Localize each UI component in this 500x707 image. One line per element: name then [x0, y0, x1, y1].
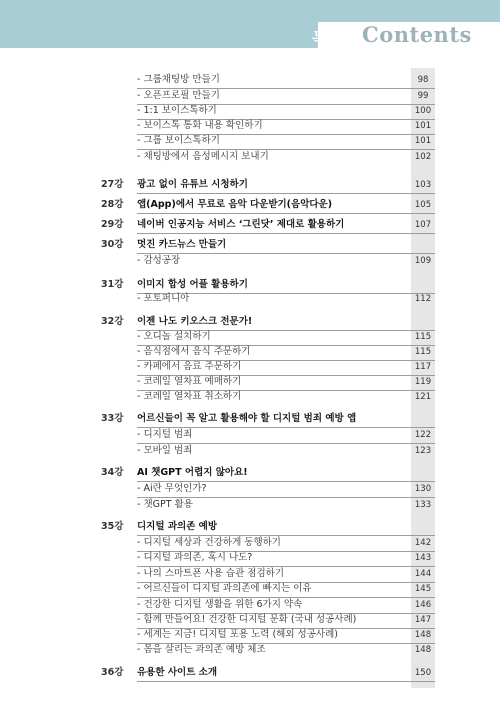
page-number: 119 — [414, 377, 432, 387]
list-item — [0, 344, 500, 360]
section-title: - 보이스톡 통화 내용 확인하기 — [137, 120, 263, 131]
section-title: - Ai란 무엇인가? — [137, 483, 207, 494]
section-title: - 코레일 열차표 예매하기 — [137, 376, 242, 387]
page-number: 103 — [414, 180, 432, 190]
chapter-number: 36강 — [101, 667, 124, 678]
list-item — [0, 329, 500, 345]
page-number: 105 — [414, 200, 432, 210]
page-number: 101 — [414, 136, 432, 146]
page-number: 117 — [414, 362, 432, 372]
header-korean-title: 목차 — [312, 29, 341, 47]
list-item — [0, 88, 500, 104]
page-number: 107 — [414, 220, 432, 230]
chapter-number: 34강 — [101, 467, 124, 478]
page-number: 133 — [414, 500, 432, 510]
list-item — [0, 359, 500, 375]
page-number: 143 — [414, 553, 432, 563]
page-number: 146 — [414, 600, 432, 610]
page-number: 122 — [414, 430, 432, 440]
chapter-row — [0, 217, 500, 233]
list-item — [0, 481, 500, 497]
section-title: - 디지털 세상과 건강하게 동행하기 — [137, 537, 281, 548]
page-number: 148 — [414, 630, 432, 640]
list-item — [0, 118, 500, 134]
list-item — [0, 253, 500, 269]
page-number: 147 — [414, 615, 432, 625]
chapter-title: 이미지 합성 어플 활용하기 — [137, 279, 248, 290]
chapter-title: 유용한 사이트 소개 — [137, 667, 218, 678]
chapter-title: 어르신들이 꼭 알고 활용해야 할 디지털 범죄 예방 앱 — [137, 413, 357, 424]
chapter-row — [0, 237, 500, 253]
list-item — [0, 72, 500, 88]
list-item — [0, 497, 500, 513]
section-title: - 그룹채팅방 만들기 — [137, 74, 220, 85]
chapter-title: AI 챗GPT 어렵지 않아요! — [137, 467, 248, 478]
section-title: - 오픈프로필 만들기 — [137, 90, 220, 101]
chapter-row — [0, 519, 500, 535]
section-title: - 채팅방에서 음성메시지 보내기 — [137, 151, 269, 162]
page-number: 148 — [414, 645, 432, 655]
section-title: - 어르신들이 디지털 과의존에 빠지는 이유 — [137, 583, 312, 594]
chapter-row — [0, 665, 500, 681]
row-divider — [137, 213, 435, 214]
chapter-row — [0, 411, 500, 427]
list-item — [0, 133, 500, 149]
page-header — [0, 0, 500, 48]
page-number: 145 — [414, 584, 432, 594]
section-title: - 코레일 열차표 취소하기 — [137, 391, 242, 402]
page-number: 123 — [414, 446, 432, 456]
list-item — [0, 103, 500, 119]
section-title: - 감성공장 — [137, 255, 181, 266]
section-title: - 디지털 과의존, 혹시 나도? — [137, 552, 253, 563]
section-title: - 모바일 범죄 — [137, 445, 193, 456]
section-title: - 포토퍼니아 — [137, 293, 190, 304]
list-item — [0, 443, 500, 459]
page-number: 98 — [417, 75, 429, 85]
chapter-number: 32강 — [101, 316, 124, 327]
page-number: 130 — [414, 484, 432, 494]
chapter-title: 네이버 인공지능 서비스 ‘그린닷’ 제대로 활용하기 — [137, 219, 345, 230]
chapter-row — [0, 465, 500, 481]
list-item — [0, 642, 500, 658]
section-title: - 몸을 살리는 과의존 예방 체조 — [137, 644, 266, 655]
chapter-number: 30강 — [101, 239, 124, 250]
chapter-title: 앱(App)에서 무료로 음악 다운받기(음악다운) — [137, 199, 333, 210]
row-divider — [137, 233, 435, 234]
page-number: 99 — [417, 91, 429, 101]
page-number: 150 — [414, 668, 432, 678]
list-item — [0, 427, 500, 443]
section-title: - 나의 스마트폰 사용 습관 점검하기 — [137, 568, 285, 579]
page-number: 109 — [414, 256, 432, 266]
section-title: - 오디놀 설치하기 — [137, 331, 211, 342]
page-number: 102 — [414, 152, 432, 162]
section-title: - 그룹 보이스톡하기 — [137, 135, 220, 146]
list-item — [0, 612, 500, 628]
list-item — [0, 566, 500, 582]
list-item — [0, 581, 500, 597]
list-item — [0, 374, 500, 390]
chapter-title: 이젠 나도 키오스크 전문가! — [137, 316, 253, 327]
section-title: - 1:1 보이스톡하기 — [137, 105, 217, 116]
section-title: - 챗GPT 활용 — [137, 499, 193, 510]
chapter-title: 멋진 카드뉴스 만들기 — [137, 239, 227, 250]
list-item — [0, 535, 500, 551]
section-title: - 건강한 디지털 생활을 위한 6가지 약속 — [137, 599, 303, 610]
row-divider — [137, 681, 435, 682]
header-english-title: Contents — [362, 22, 472, 47]
page-number: 144 — [414, 569, 432, 579]
chapter-number: 33강 — [101, 413, 124, 424]
chapter-number: 29강 — [101, 219, 124, 230]
page-number: 112 — [414, 294, 432, 304]
chapter-number: 28강 — [101, 199, 124, 210]
section-title: - 세계는 지금! 디지털 포용 노력 (해외 성공사례) — [137, 629, 338, 640]
chapter-number: 35강 — [101, 521, 124, 532]
page-number: 100 — [414, 106, 432, 116]
section-title: - 함께 만들어요! 건강한 디지털 문화 (국내 성공사례) — [137, 614, 357, 625]
section-title: - 음식점에서 음식 주문하기 — [137, 346, 251, 357]
page-number: 101 — [414, 121, 432, 131]
list-item — [0, 291, 500, 307]
list-item — [0, 149, 500, 165]
page-number: 115 — [414, 347, 432, 357]
section-title: - 디지털 범죄 — [137, 429, 193, 440]
chapter-row — [0, 177, 500, 193]
row-divider — [137, 193, 435, 194]
chapter-number: 27강 — [101, 179, 124, 190]
chapter-title: 광고 없이 유튜브 시청하기 — [137, 179, 248, 190]
list-item — [0, 627, 500, 643]
page-number: 142 — [414, 538, 432, 548]
chapter-row — [0, 314, 500, 330]
page-number: 121 — [414, 392, 432, 402]
list-item — [0, 550, 500, 566]
list-item — [0, 389, 500, 405]
chapter-title: 디지털 과의존 예방 — [137, 521, 218, 532]
section-title: - 카페에서 음료 주문하기 — [137, 361, 242, 372]
list-item — [0, 597, 500, 613]
chapter-number: 31강 — [101, 279, 124, 290]
page-number: 115 — [414, 332, 432, 342]
chapter-row — [0, 197, 500, 213]
